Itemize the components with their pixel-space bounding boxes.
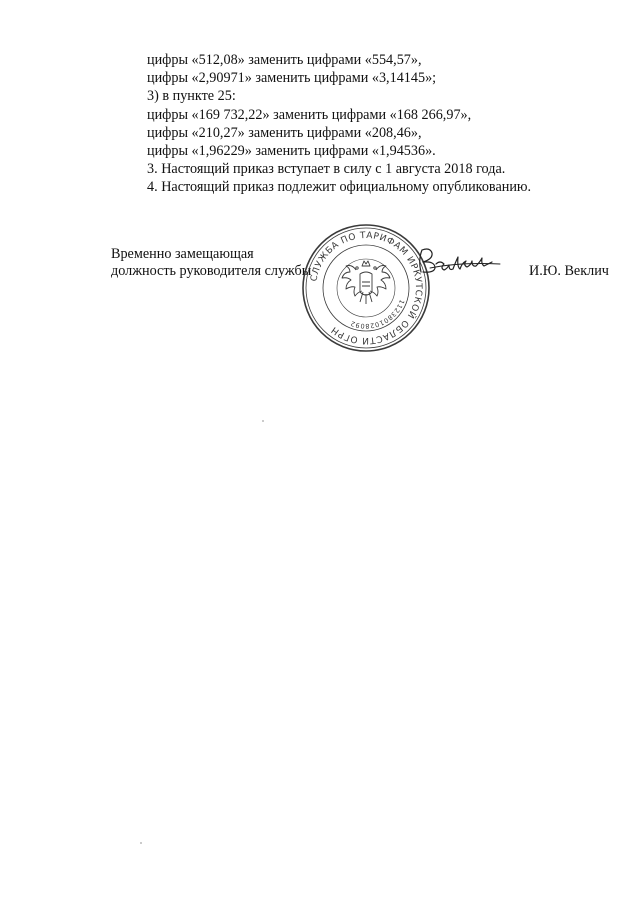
text-line: 3. Настоящий приказ вступает в силу с 1 августа 2018 года. (147, 161, 506, 178)
signatory-title-line1: Временно замещающая (111, 246, 254, 262)
text-line: цифры «2,90971» заменить цифрами «3,14145»; (147, 70, 437, 87)
stamp-inner-text: 1123801028092 (349, 298, 406, 331)
signatory-title (111, 246, 311, 280)
text-line: цифры «210,27» заменить цифрами «208,46», (147, 124, 422, 141)
handwritten-signature-icon (412, 244, 504, 278)
order-text (147, 51, 587, 197)
scan-speck (140, 842, 142, 844)
text-line: цифры «1,96229» заменить цифрами «1,94536». (147, 143, 436, 160)
text-line: цифры «169 732,22» заменить цифрами «168 266,97», (147, 106, 472, 123)
text-line: 3) в пункте 25: (147, 88, 236, 105)
text-line: 4. Настоящий приказ подлежит официальному опубликованию. (147, 179, 532, 196)
signatory-title-line2: должность руководителя службы (111, 263, 312, 279)
signatory-name: И.Ю. Веклич (529, 263, 609, 279)
text-line: цифры «512,08» заменить цифрами «554,57», (147, 52, 422, 68)
official-stamp-icon (300, 222, 432, 354)
stamp-outer-text: СЛУЖБА ПО ТАРИФАМ ИРКУТСКОЙ ОБЛАСТИ ОГРН (309, 230, 424, 346)
scan-speck (262, 420, 264, 422)
